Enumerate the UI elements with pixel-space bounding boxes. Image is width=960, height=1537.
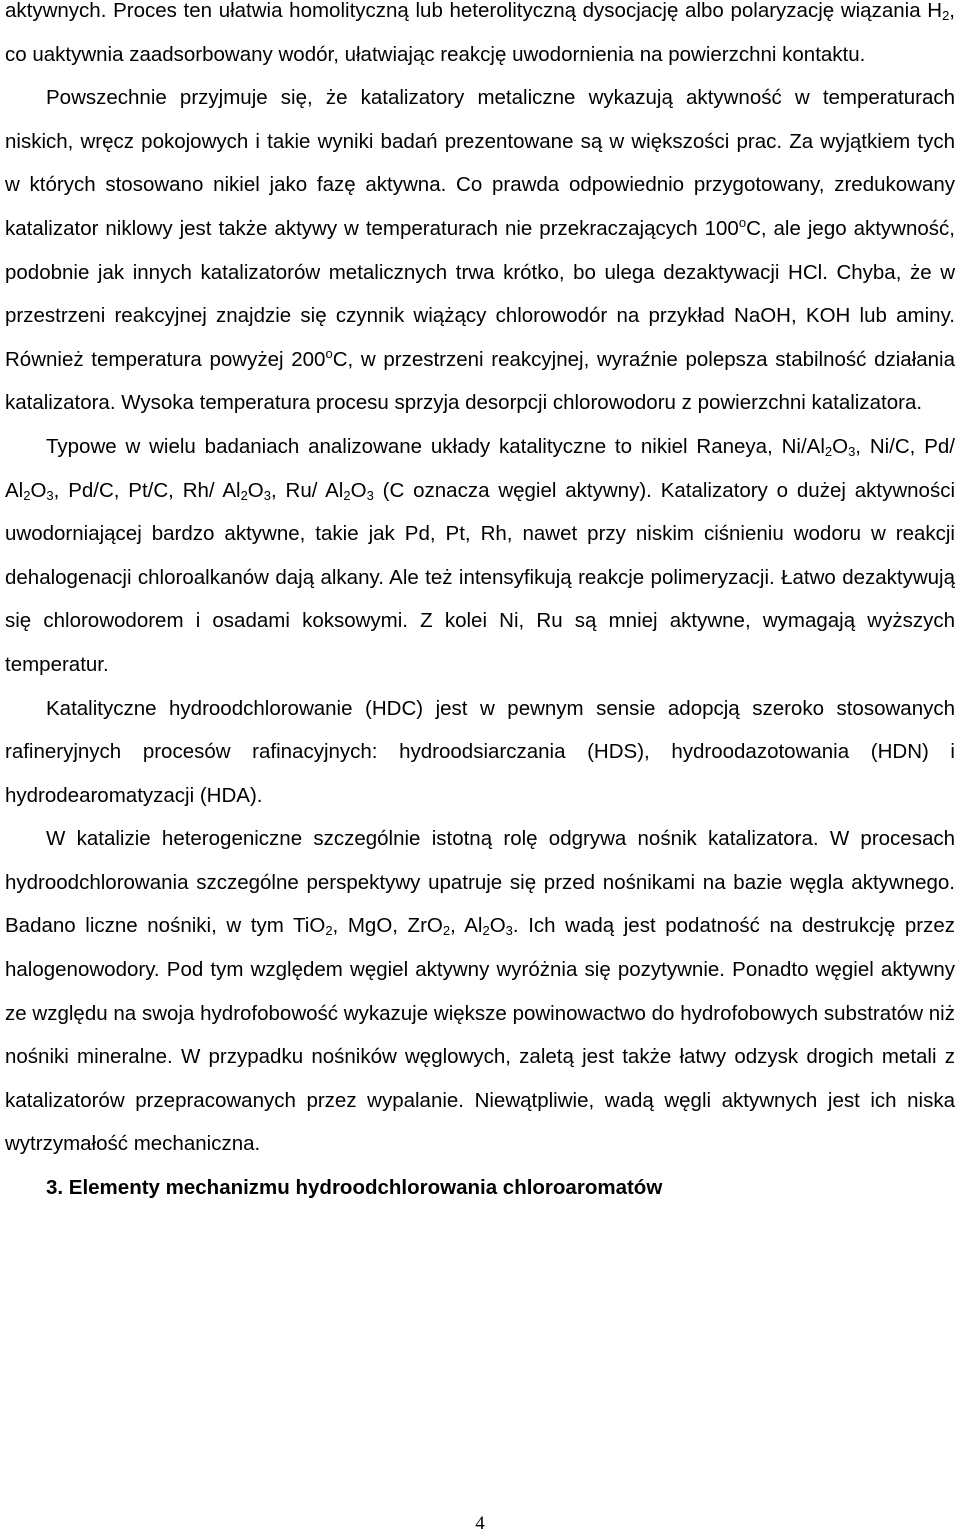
text-run: aktywnych. Proces ten ułatwia homolityczną lub heterolityczną dysocjację albo polaryzację wiązania H	[5, 0, 943, 22]
paragraph	[5, 687, 955, 818]
subscript: 2	[824, 443, 833, 459]
text-run: Powszechnie przyjmuje się, że katalizatory metaliczne wykazują aktywność w temperaturach niskich, wręcz pokojowych i takie wyniki badań prezentowane są w większości prac. Za wyjątkiem tych w których stosowano nikiel jako fazę aktywna. Co prawda odpowiednio przygotowany, zredukowany katalizator niklowy jest także aktywy w temperaturach nie przekraczających 100	[5, 86, 955, 240]
text-run: O	[832, 434, 849, 458]
text-run: , Ru/ Al	[270, 478, 344, 502]
subscript: 3	[366, 487, 374, 503]
paragraph	[5, 425, 955, 687]
paragraph	[5, 817, 955, 1166]
subscript: 2	[240, 487, 248, 503]
text-run: C, ale jego aktywność, podobnie jak innych katalizatorów metalicznych trwa krótko, bo ulega dezaktywacji HCl. Chyba, że w przestrzeni reakcyjnej znajdzie się czynnik wiążący chlorowodór na przykład NaOH, KOH lub aminy. Również temperatura powyżej 200	[5, 216, 955, 371]
text-run: W katalizie heterogeniczne szczególnie istotną rolę odgrywa nośnik katalizatora. W procesach hydroodchlorowania szczególne perspektywy upatruje się przed nośnikami na bazie węgla aktywnego. Badano liczne nośniki, w tym TiO	[5, 827, 955, 938]
superscript: o	[738, 214, 747, 230]
text-run: O	[247, 478, 264, 502]
text-run: O	[489, 914, 506, 938]
text-run: , Pd/C, Pt/C, Rh/ Al	[53, 478, 241, 502]
body-text	[5, 0, 955, 1166]
text-run: Katalityczne hydroodchlorowanie (HDC) jest w pewnym sensie adopcją szeroko stosowanych rafineryjnych procesów rafinacyjnych: hydroodsiarczania (HDS), hydroodazotowania (HDN) i hydrodearomatyzacji (HDA).	[5, 696, 955, 807]
subscript: 3	[848, 443, 856, 459]
text-run: , Ni/C, Pd/ Al	[5, 434, 955, 502]
text-run: , co uaktywnia zaadsorbowany wodór, ułatwiając reakcję uwodornienia na powierzchni kontaktu.	[5, 0, 955, 66]
page-number: 4	[475, 1513, 485, 1534]
section-heading: 3. Elementy mechanizmu hydroodchlorowania chloroaromatów	[46, 1176, 663, 1200]
subscript: 2	[23, 487, 31, 503]
subscript: 2	[343, 487, 351, 503]
subscript: 3	[505, 923, 513, 939]
text-run: , MgO, ZrO	[332, 914, 443, 938]
text-run: (C oznacza węgiel aktywny). Katalizatory o dużej aktywności uwodorniającej bardzo aktywne, takie jak Pd, Pt, Rh, nawet przy niskim ciśnieniu wodoru w reakcji dehalogenacji chloroalkanów dają alkany. Ale też intensyfikują reakcje polimeryzacji. Łatwo dezaktywują się chlorowodorem i osadami koksowymi. Z kolei Ni, Ru są mniej aktywne, wymagają wyższych temperatur.	[5, 478, 955, 676]
text-run: Typowe w wielu badaniach analizowane układy katalityczne to nikiel Raneya, Ni/Al	[46, 434, 825, 458]
subscript: 2	[325, 923, 333, 939]
paragraph	[5, 0, 955, 76]
paragraph	[5, 76, 955, 425]
superscript: o	[325, 345, 333, 361]
subscript: 2	[482, 923, 490, 939]
text-run: . Ich wadą jest podatność na destrukcję przez halogenowodory. Pod tym względem węgiel aktywny wyróżnia się pozytywnie. Ponadto węgiel aktywny ze względu na swoja hydrofobowość wykazuje większe powinowactwo do hydrofobowych substratów niż nośniki mineralne. W przypadku nośników węglowych, zaletą jest także łatwy odzysk drogich metali z katalizatorów przepracowanych przez wypalanie. Niewątpliwie, wadą węgli aktywnych jest ich niska wytrzymałość mechaniczna.	[5, 914, 955, 1156]
text-run: O	[350, 478, 367, 502]
subscript: 3	[263, 487, 271, 503]
subscript: 2	[942, 8, 950, 23]
text-run: O	[30, 478, 47, 502]
subscript: 2	[442, 923, 451, 939]
subscript: 3	[46, 487, 54, 503]
text-run: C, w przestrzeni reakcyjnej, wyraźnie polepsza stabilność działania katalizatora. Wysoka temperatura procesu sprzyja desorpcji chlorowodoru z powierzchni katalizatora.	[5, 347, 955, 415]
text-run: , Al	[450, 914, 483, 938]
document-page	[5, 0, 955, 1210]
